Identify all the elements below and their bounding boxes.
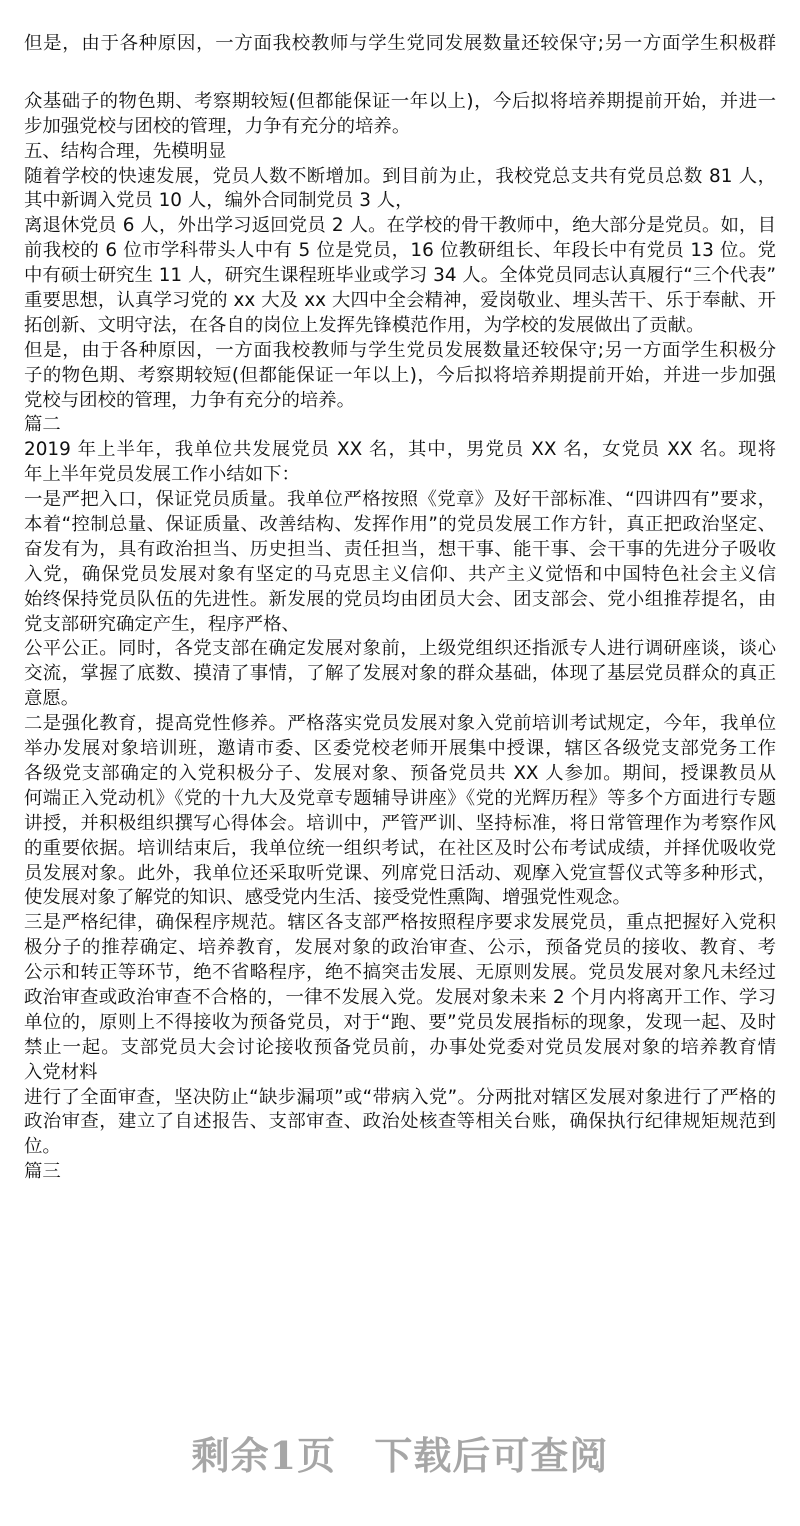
text-line: 子的物色期、考察期较短(但都能保证一年以上)，今后拟将培养期提前开始，并进一步加强 — [24, 364, 776, 386]
text-line: 随着学校的快速发展，党员人数不断增加。到目前为止，我校党总支共有党员总数 81 人， — [24, 165, 776, 187]
paragraph — [24, 165, 776, 215]
paragraph — [24, 637, 776, 712]
text-line: 入党，确保党员发展对象有坚定的马克思主义信仰、共产主义觉悟和中国特色社会主义信 — [24, 563, 776, 585]
text-line: 奋发有为，具有政治担当、历史担当、责任担当，想干事、能干事、会干事的先进分子吸收 — [24, 538, 776, 560]
text-line: 禁止一起。支部党员大会讨论接收预备党员前，办事处党委对党员发展对象的培养教育情 — [24, 1036, 776, 1058]
text-line: 交流，掌握了底数、摸清了事情，了解了发展对象的群众基础，体现了基层党员群众的真正 — [24, 663, 776, 685]
text-line: 入党材料 — [24, 1061, 98, 1083]
text-line: 二是强化教育，提高党性修养。严格落实党员发展对象入党前培训考试规定，今年，我单位 — [24, 713, 776, 735]
text-line: 其中新调入党员 10 人，编外合同制党员 3 人， — [24, 190, 414, 212]
text-line: 众基础子的物色期、考察期较短(但都能保证一年以上)，今后拟将培养期提前开始，并进一 — [24, 90, 776, 112]
remaining-pages-label: 剩余1页 — [191, 1433, 337, 1478]
paragraph — [24, 32, 776, 140]
text-line: 的重要依据。培训结束后，我单位统一组织考试，在社区及时公布考试成绩，并择优吸收党 — [24, 837, 776, 859]
text-line: 进行了全面审查，坚决防止“缺步漏项”或“带病入党”。分两批对辖区发展对象进行了严格的 — [24, 1086, 776, 1108]
text-line: 使发展对象了解党的知识、感受党内生活、接受党性熏陶、增强党性观念。 — [24, 887, 631, 909]
text-line: 政治审查，建立了自述报告、支部审查、政治处核查等相关台账，确保执行纪律规矩规范到 — [24, 1111, 776, 1133]
paragraph — [24, 339, 776, 414]
text-line: 公示和转正等环节，绝不省略程序，绝不搞突击发展、无原则发展。党员发展对象凡未经过 — [24, 962, 776, 984]
text-line: 单位的，原则上不得接收为预备党员，对于“跑、要”党员发展指标的现象，发现一起、及时 — [24, 1011, 776, 1033]
text-line: 年上半年党员发展工作小结如下： — [24, 464, 300, 486]
text-line: 讲授，并积极组织撰写心得体会。培训中，严管严训、坚持标准，将日常管理作为考察作风 — [24, 812, 776, 834]
text-line: 中有硕士研究生 11 人，研究生课程班毕业或学习 34 人。全体党员同志认真履行“三个代表” — [24, 265, 776, 287]
text-line: 政治审查或政治审查不合格的，一律不发展入党。发展对象未来 2 个月内将离开工作、学习 — [24, 986, 776, 1008]
text-line: 篇三 — [24, 1161, 61, 1183]
paragraph — [24, 1086, 776, 1161]
paragraph — [24, 140, 776, 165]
text-line: 前我校的 6 位市学科带头人中有 5 位是党员，16 位教研组长、年段长中有党员 13 位。党 — [24, 240, 776, 262]
text-line: 重要思想，认真学习党的 xx 大及 xx 大四中全会精神，爱岗敬业、埋头苦干、乐于奉献、开 — [24, 290, 776, 312]
paragraph — [24, 1160, 776, 1185]
text-line: 公平公正。同时，各党支部在确定发展对象前，上级党组织还指派专人进行调研座谈，谈心 — [24, 638, 776, 660]
text-line: 党支部研究确定产生，程序严格、 — [24, 613, 300, 635]
text-line: 极分子的推荐确定、培养教育，发展对象的政治审查、公示，预备党员的接收、教育、考 — [24, 937, 776, 959]
text-line: 意愿。 — [24, 688, 80, 710]
text-line: 三是严格纪律，确保程序规范。辖区各支部严格按照程序要求发展党员，重点把握好入党积 — [24, 912, 776, 934]
paragraph — [24, 488, 776, 637]
text-line: 始终保持党员队伍的先进性。新发展的党员均由团员大会、团支部会、党小组推荐提名，由 — [24, 588, 776, 610]
text-line: 各级党支部确定的入党积极分子、发展对象、预备党员共 XX 人参加。期间，授课教员从 — [24, 762, 776, 784]
paragraph — [24, 214, 776, 338]
text-line: 举办发展对象培训班，邀请市委、区委党校老师开展集中授课，辖区各级党支部党务工作 — [24, 738, 776, 760]
text-line: 党校与团校的管理，力争有充分的培养。 — [24, 389, 356, 411]
document-body — [24, 32, 776, 1185]
text-line: 2019 年上半年，我单位共发展党员 XX 名，其中，男党员 XX 名，女党员 XX 名。现将 — [24, 439, 776, 461]
text-line: 员发展对象。此外，我单位还采取听党课、列席党日活动、观摩入党宣誓仪式等多种形式， — [24, 862, 776, 884]
text-line: 但是，由于各种原因，一方面我校教师与学生党同发展数量还较保守;另一方面学生积极群 — [24, 33, 776, 54]
paragraph — [24, 413, 776, 438]
text-line: 位。 — [24, 1136, 61, 1158]
text-line: 本着“控制总量、保证质量、改善结构、发挥作用”的党员发展工作方针，真正把政治坚定、 — [24, 514, 776, 536]
download-prompt[interactable] — [0, 1425, 800, 1480]
text-line: 何端正入党动机》《党的十九大及党章专题辅导讲座》《党的光辉历程》等多个方面进行专题 — [24, 787, 776, 809]
paragraph — [24, 438, 776, 488]
text-line: 但是，由于各种原因，一方面我校教师与学生党员发展数量还较保守;另一方面学生积极分 — [24, 339, 776, 361]
paragraph — [24, 712, 776, 911]
text-line: 拓创新、文明守法，在各自的岗位上发挥先锋模范作用，为学校的发展做出了贡献。 — [24, 314, 705, 336]
paragraph — [24, 911, 776, 1085]
text-line: 步加强党校与团校的管理，力争有充分的培养。 — [24, 115, 411, 137]
text-line: 五、结构合理，先模明显 — [24, 140, 227, 162]
text-line: 篇二 — [24, 414, 61, 436]
text-line: 一是严把入口，保证党员质量。我单位严格按照《党章》及好干部标准、“四讲四有”要求， — [24, 489, 776, 511]
download-to-view-label[interactable]: 下载后可查阅 — [374, 1433, 609, 1478]
text-line: 离退休党员 6 人，外出学习返回党员 2 人。在学校的骨干教师中，绝大部分是党员。如，目 — [24, 215, 776, 237]
